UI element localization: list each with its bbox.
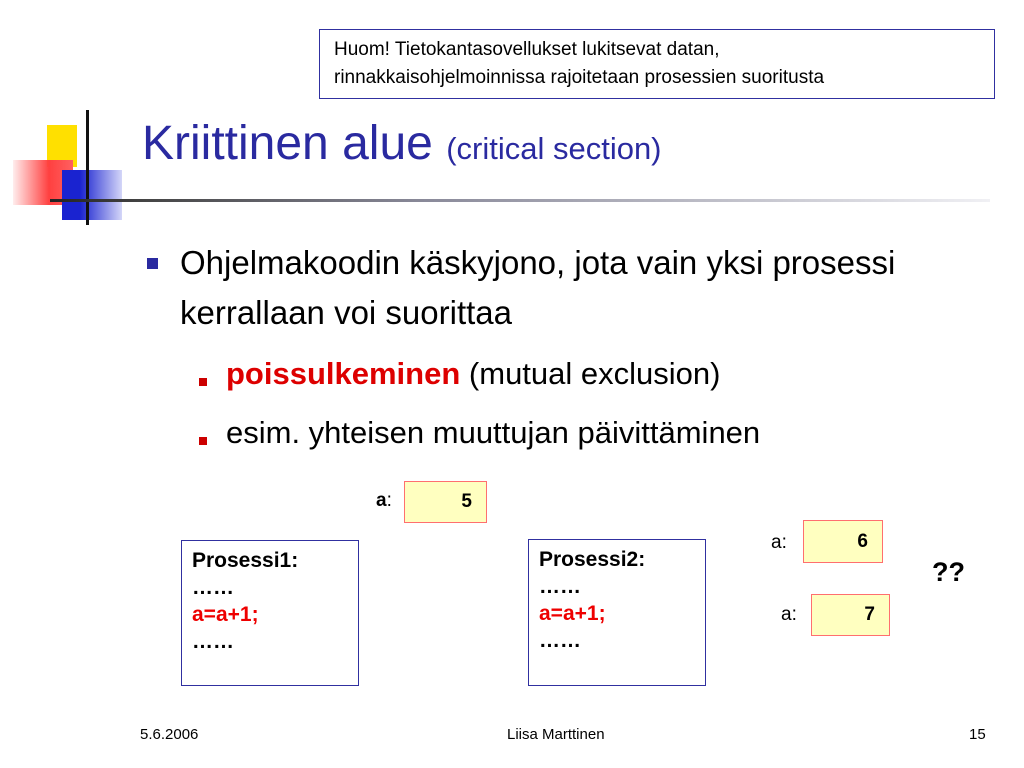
process2-dots-top: ……	[539, 575, 581, 598]
var-a6-value-box: 6	[803, 520, 883, 563]
process2-dots-bottom: ……	[539, 629, 581, 652]
sub-bullet-1	[226, 356, 720, 392]
note-box	[319, 29, 995, 99]
footer-author: Liisa Marttinen	[507, 726, 605, 743]
footer-page-number: 15	[969, 726, 986, 743]
var-a7-value-box: 7	[811, 594, 890, 636]
var-a-colon: :	[386, 490, 392, 511]
mutual-exclusion-term: poissulkeminen	[226, 356, 461, 391]
process1-box	[181, 540, 359, 686]
process2-box	[528, 539, 706, 686]
footer-date: 5.6.2006	[140, 726, 199, 743]
process2-name: Prosessi2:	[539, 548, 646, 571]
sub-bullet-square-icon	[199, 437, 207, 445]
logo-blue-square	[62, 170, 122, 220]
sub-bullet-2: esim. yhteisen muuttujan päivittäminen	[226, 415, 761, 450]
process1-dots-bottom: ……	[192, 630, 234, 653]
var-a-value-box: 5	[404, 481, 487, 523]
var-a-name: a	[376, 490, 387, 511]
process2-code: a=a+1;	[539, 602, 606, 625]
var-a-label	[376, 490, 392, 512]
mutual-exclusion-translation: (mutual exclusion)	[468, 356, 721, 391]
note-line-1: Huom! Tietokantasovellukset lukitsevat datan,	[334, 39, 720, 60]
title-underline	[50, 199, 990, 202]
question-marks: ??	[932, 557, 965, 587]
note-line-2: rinnakkaisohjelmoinnissa rajoitetaan prosessien suoritusta	[334, 67, 825, 88]
bullet-square-icon	[147, 258, 158, 269]
var-a6-label: a:	[771, 532, 787, 553]
sub-bullet-square-icon	[199, 378, 207, 386]
slide-title	[142, 116, 662, 171]
var-a7-label: a:	[781, 604, 797, 625]
process1-code: a=a+1;	[192, 603, 259, 626]
title-sub: (critical section)	[446, 131, 662, 166]
title-main: Kriittinen alue	[142, 117, 433, 170]
process1-name: Prosessi1:	[192, 549, 299, 572]
logo-vertical-line	[86, 110, 89, 225]
process1-dots-top: ……	[192, 576, 234, 599]
bullet-main-text: Ohjelmakoodin käskyjono, jota vain yksi prosessi kerrallaan voi suorittaa	[180, 244, 896, 331]
